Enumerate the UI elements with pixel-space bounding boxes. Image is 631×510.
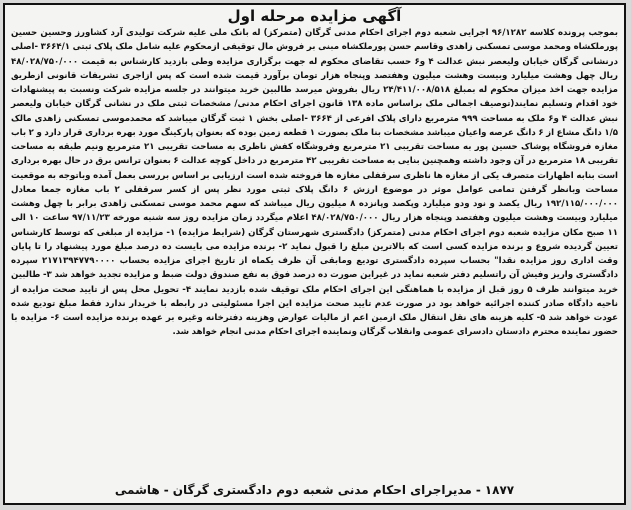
notice-body: بموجب پرونده کلاسه ۹۶/۱۲۸۲ اجرایی شعبه دوم اجرای احکام مدنی گرگان (متمرکز) له بانک ملی علیه شرکت تولیدی آرد کشاورز وحسین حسین پورملکشاه ومحمد موسی تمسکنی زاهدی وقاسم حسن پورملکشاه مبنی بر فروش مال توقیفی ازمحکوم علیه شامل ملک پلاک ثبتی ۳۶۶۴/۱ -اصلی درنشانی گرگان خیابان ولیعصر نبش عدالت ۴ و۶ حسب تقاضای محکوم له جهت برگزاری مزایده وطی بازدید کارشناس به قیمت ۴۸/۰۲۸/۷۵۰/۰۰۰ ریال چهل وهشت میلیارد وبیست وهشت میلیون وهفتصد وپنجاه هزار تومان برآورد قیمت شده است که پس ازاجری تشریفات قانونی ازطریق مزایده جهت اخذ میزان محکوم له بمبلغ ۲۴/۴۱۱/۰۰۸/۵۱۸ ریال بفروش میرسد طالبین خرید میتوانند در جلسه مزایده شرکت ونسبت به پیشنهادات خود اقدام وتسلیم نمایند(توصیف اجمالی ملک براساس ماده ۱۳۸ قانون اجرای احکام مدنی/ مشخصات ثبتی ملک در نشانی گرگان خیابان ولیعصر نبش عدالت ۴ و۶ ملک به مساحت ۹۹۹ مترمربع دارای پلاک افرعی از ۳۶۶۴ -اصلی بخش ۱ ثبت گرگان میباشد که محمدموسی تمسکنی زاهدی مالک ۱/۵ دانگ مشاع از ۶ دانگ عرصه واعیان میباشد مشخصات بنا ملک بصورت ۱ قطعه زمین بوده که بعنوان پارکینگ مورد بهره برداری قرار دارد و ۲ باب مغازه فروشگاه پوشاک حسین پور به مساحت تقریبی ۲۱ مترمربع وفروشگاه کفش ناظری به مساحت تقریبی ۲۱ مترمربع ونیم طبقه به مساحت تقریبی ۱۸ مترمربع در آن وجود داشته وهمچنین بنایی به مساحت تقریبی ۴۲ مترمربع در داخل کوچه عدالت ۶ بعنوان ترانس برق در حال بهره برداری است بنابه اظهارات متصرف یکی از مغازه ها ناظری سرقفلی مغازه ها فروخته شده است ارزیابی بر اساس بررسی بعمل آمده وباتوجه به موقعیت مساحت وبانظر گرفتن تمامی عوامل موثر در موضوع ارزش ۶ دانگ پلاک ثبتی مورد نظر پس از کسر سرقفلی ۲ باب مغازه جمعا معادل ۱۹۲/۱۱۵/۰۰۰/۰۰۰ ریال یکصد و نود ودو میلیارد وپکصد وپانزده ۸ میلیون ریال میباشد که سهم محمد موسی تمسکنی زاهدی برابر با چهل وهشت میلیارد وبیست وهشت میلیون وهفتصد وپنجاه هزار ریال ۴۸/۰۲۸/۷۵۰/۰۰۰ اعلام میگردد زمان مزایده روز سه شنبه مورخه ۹۷/۱۱/۲۳ ساعت ۱۰ الی ۱۱ صبح مکان مزایده شعبه دوم اجرای احکام مدنی (متمرکز) دادگستری شهرستان گرگان (شرایط مزایده) ۱- مزایده از مبلغی که توسط کارشناس تعیین گردیده شروع و برنده مزایده کسی است که بالاترین مبلغ را قبول نماید ۲- برنده مزایده می بایست ده درصد مبلغ مورد پیشنهاد را تا پایان وقت اداری روز مزایده نقدا" بحساب سپرده دادگستری تودیع ومابقی آن ظرف یکماه از تاریخ اجرای مزایده بحساب ۲۱۷۱۳۹۴۷۷۹۰۰۰۰ سپرده دادگستری واریز وفیش آن راتسلیم دفتر شعبه نماید در غیراین صورت ده درصد فوق به نفع صندوق دولت ضبط و مزایده تجدید خواهد شد ۳- طالبین خرید میتوانند ظرف ۵ روز قبل از مزایده با هماهنگی این اجرای احکام ملک توقیف شده بازدید نمایند ۴- تحویل محل پس از تایید صحت مزایده از ناحیه دادگاه صادر کننده اجرائیه خواهد بود در صورت عدم تایید صحت مزایده این اجرا مسئولیتی در رابطه با خریدار ندارد فقط مبلغ تودیع شده عودت خواهد شد ۵- کلیه هزینه های نقل انتقال ملک ازمبن اعم از مالیات عوارض وهزینه دفترخانه وغیره بر عهده برنده مزایده است ۶- مزایده با حضور نماینده محترم دادستان دادسرای عمومی وانقلاب گرگان ونماینده اجرای احکام مدنی انجام خواهد شد.	[11, 28, 619, 338]
notice-footer	[11, 481, 618, 499]
footer-dash: -	[475, 483, 481, 497]
notice-title: آگهی مزایده مرحله اول	[227, 7, 402, 25]
footer-name: هاشمی	[114, 483, 160, 497]
footer-dash-2: -	[163, 483, 169, 497]
footer-number: ۱۸۷۷	[484, 483, 515, 497]
notice-page	[3, 3, 626, 505]
footer-text: مدیراجرای احکام مدنی شعبه دوم دادگستری گرگان	[172, 483, 472, 497]
